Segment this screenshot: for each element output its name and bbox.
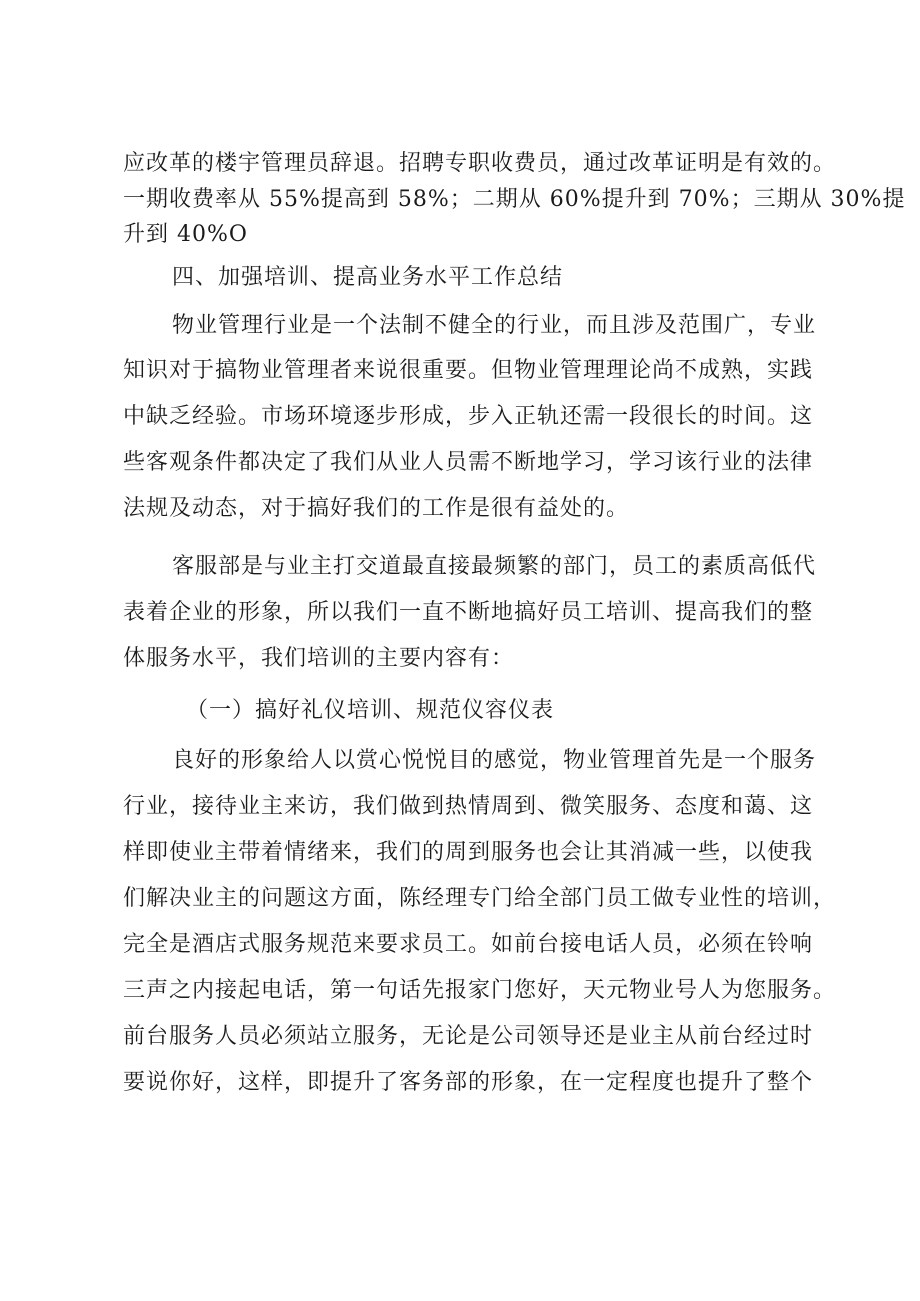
body-text-line: 中缺乏经验。市场环境逐步形成，步入正轨还需一段很长的时间。这: [123, 404, 814, 429]
body-text-line: 一期收费率从 55%提高到 58%；二期从 60%提升到 70%；三期从 30%提: [123, 187, 906, 212]
body-text-line: 升到 40%O: [123, 222, 248, 247]
body-text-line: 前台服务人员必须站立服务，无论是公司领导还是业主从前台经过时: [123, 1024, 814, 1049]
subsection-heading: （一）搞好礼仪培训、规范仪容仪表: [186, 698, 555, 723]
body-text-line: 完全是酒店式服务规范来要求员工。如前台接电话人员，必须在铃响: [123, 932, 814, 957]
body-text-line: 要说你好，这样，即提升了客务部的形象，在一定程度也提升了整个: [123, 1070, 814, 1095]
body-text-line: 良好的形象给人以赏心悦悦目的感觉，物业管理首先是一个服务: [172, 748, 817, 773]
body-text-line: 体服务水平，我们培训的主要内容有：: [123, 646, 515, 671]
body-text-line: 客服部是与业主打交道最直接最频繁的部门，员工的素质高低代: [172, 554, 817, 579]
section-heading: 四、加强培训、提高业务水平工作总结: [172, 265, 564, 290]
body-text-line: 些客观条件都决定了我们从业人员需不断地学习，学习该行业的法律: [123, 450, 814, 475]
body-text-line: 行业，接待业主来访，我们做到热情周到、微笑服务、态度和蔼、这: [123, 794, 814, 819]
body-text-line: 应改革的楼宇管理员辞退。招聘专职收费员，通过改革证明是有效的。: [123, 151, 837, 176]
body-text-line: 样即使业主带着情绪来，我们的周到服务也会让其消减一些，以使我: [123, 840, 814, 865]
body-text-line: 知识对于搞物业管理者来说很重要。但物业管理理论尚不成熟，实践: [123, 358, 814, 383]
body-text-line: 物业管理行业是一个法制不健全的行业，而且涉及范围广，专业: [172, 313, 817, 338]
body-text-line: 三声之内接起电话，第一句话先报家门您好，天元物业号人为您服务。: [123, 978, 837, 1003]
body-text-line: 们解决业主的问题这方面，陈经理专门给全部门员工做专业性的培训，: [123, 886, 837, 911]
body-text-line: 法规及动态，对于搞好我们的工作是很有益处的。: [123, 496, 630, 521]
body-text-line: 表着企业的形象，所以我们一直不断地搞好员工培训、提高我们的整: [123, 600, 814, 625]
